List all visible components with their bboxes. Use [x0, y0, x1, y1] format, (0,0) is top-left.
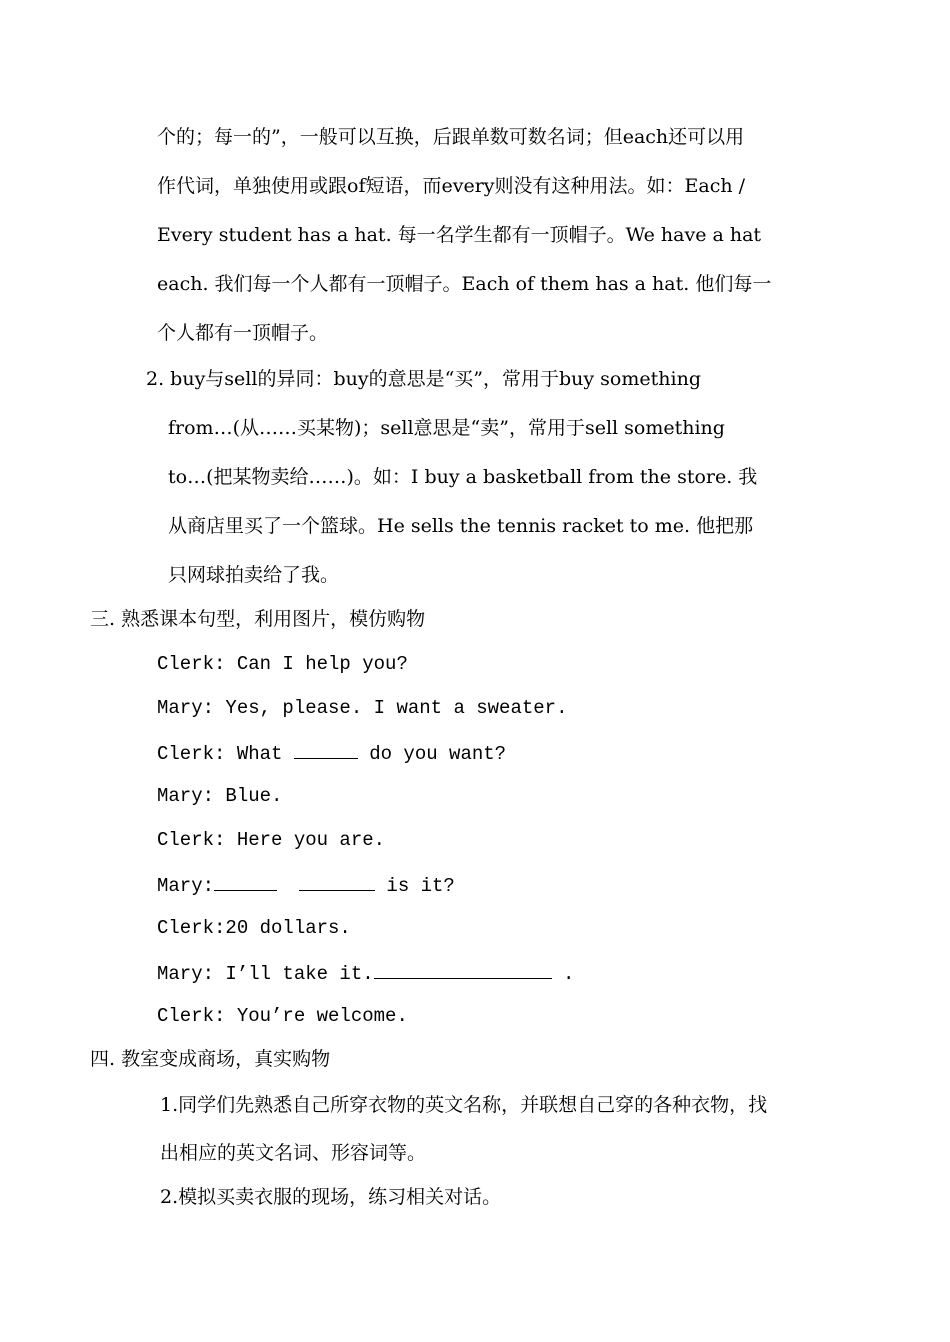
list-item: 1.同学们先熟悉自己所穿衣物的英文名称，并联想自己穿的各种衣物，找	[160, 1094, 768, 1116]
dialogue-line: Clerk: You’re welcome.	[157, 1005, 408, 1027]
dialogue-line: Clerk:20 dollars.	[157, 917, 351, 939]
answer-blank	[374, 960, 552, 979]
section-heading: 三. 熟悉课本句型，利用图片，模仿购物	[90, 608, 426, 630]
dialogue-text: .	[551, 963, 575, 985]
list-item-continuation: 出相应的英文名词、形容词等。	[160, 1142, 427, 1164]
text-line: from…(从……买某物)；sell意思是“卖”，常用于sell something	[168, 417, 725, 439]
dialogue-text: do you want?	[357, 743, 507, 765]
text-line: Every student has a hat. 每一名学生都有一顶帽子。We have a hat	[157, 224, 762, 246]
dialogue-line	[157, 960, 574, 986]
text-line: 个的；每一的”，一般可以互换，后跟单数可数名词；但each还可以用	[157, 126, 745, 148]
text-line: to…(把某物卖给……)。如：I buy a basketball from the store. 我	[168, 466, 758, 488]
dialogue-text: Mary: I’ll take it.	[157, 963, 374, 985]
text-line: 2. buy与sell的异同：buy的意思是“买”，常用于buy something	[146, 368, 701, 390]
dialogue-text: is it?	[375, 875, 455, 897]
section-heading: 四. 教室变成商场，真实购物	[90, 1048, 331, 1070]
text-line: 从商店里买了一个篮球。He sells the tennis racket to me. 他把那	[168, 515, 754, 537]
text-line: each. 我们每一个人都有一顶帽子。Each of them has a hat. 他们每一	[157, 273, 772, 295]
dialogue-text: Mary:	[157, 875, 215, 897]
text-line: 只网球拍卖给了我。	[168, 564, 340, 586]
dialogue-line	[157, 740, 506, 766]
dialogue-line: Clerk: Can I help you?	[157, 653, 408, 675]
dialogue-line: Mary: Blue.	[157, 785, 283, 807]
answer-blank	[214, 872, 277, 891]
text-line: 个人都有一顶帽子。	[157, 322, 329, 344]
dialogue-line	[157, 872, 455, 898]
dialogue-text: Clerk: What	[157, 743, 294, 765]
list-item: 2.模拟买卖衣服的现场，练习相关对话。	[160, 1186, 502, 1208]
dialogue-line: Clerk: Here you are.	[157, 829, 386, 851]
answer-blank	[294, 740, 358, 759]
dialogue-line: Mary: Yes, please. I want a sweater.	[157, 697, 568, 719]
text-line: 作代词，单独使用或跟of短语，而every则没有这种用法。如：Each /	[157, 175, 746, 197]
answer-blank	[299, 872, 375, 891]
